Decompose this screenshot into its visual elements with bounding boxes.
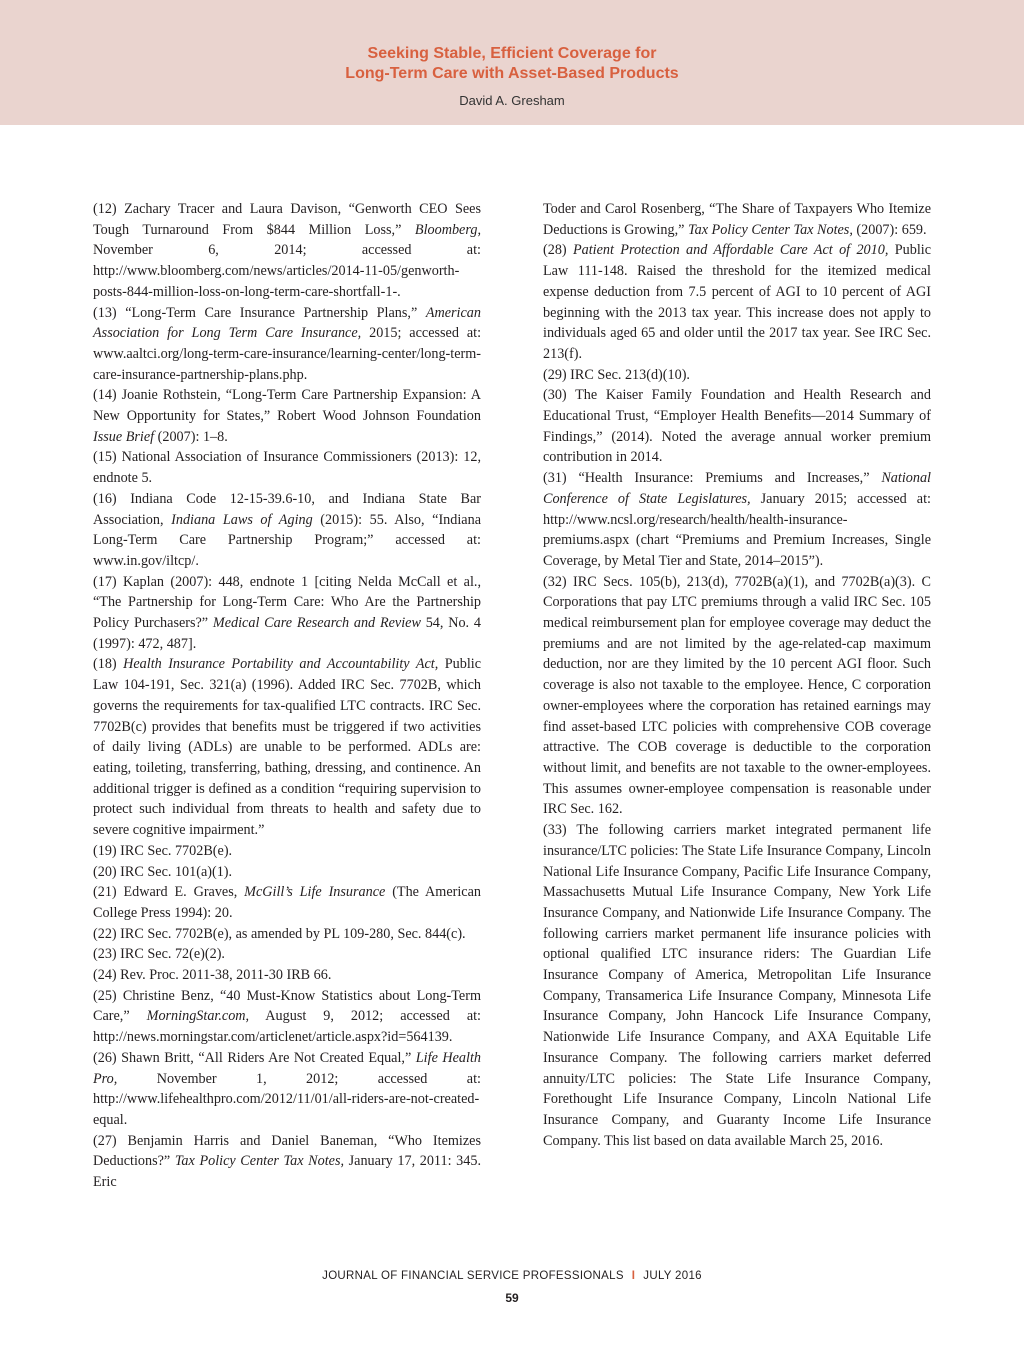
endnote-text: (30) The Kaiser Family Foundation and Health Research and Educational Trust, “Employer Health Benefits—2014 Summary of Findings,” (2014). Noted the average annual worker premium contribution in 2014. [543, 387, 931, 466]
endnote-text: (The American College Press 1994): 20. [93, 884, 481, 921]
endnote [543, 820, 931, 1151]
endnote-italic-text: McGill’s Life Insurance [244, 884, 386, 901]
endnote-text: (23) IRC Sec. 72(e)(2). [93, 946, 225, 963]
endnote-text: (25) Christine Benz, “40 Must-Know Statistics about Long-Term Care,” [93, 987, 481, 1025]
endnote-text: January 17, 2011: 345. Eric [93, 1153, 481, 1191]
endnote-text: (12) Zachary Tracer and Laura Davison, “Genworth CEO Sees Tough Turnaround From $844 Million Loss,” [93, 201, 481, 238]
endnote-text: November 1, 2012; accessed at: http://www.lifehealthpro.com/2012/11/01/all-riders-are-not-created-equal. [93, 1070, 481, 1128]
endnote-italic-text: Issue Brief [93, 428, 155, 445]
endnote [93, 654, 481, 840]
endnote [93, 862, 481, 883]
endnote-italic-text: Bloomberg, [414, 221, 481, 238]
endnote-text: November 6, 2014; accessed at: http://www.bloomberg.com/news/articles/2014-11-05/genworth-posts-844-million-loss-on-long-term-care-shortfall-1-. [93, 242, 481, 300]
endnote [93, 944, 481, 965]
endnote-italic-text: American Association for Long Term Care Insurance, [93, 304, 481, 342]
endnote-italic-text: National Conference of State Legislatures, [543, 470, 931, 507]
endnote [543, 240, 931, 364]
endnote-text: Public Law 104-191, Sec. 321(a) (1996). Added IRC Sec. 7702B, which governs the requirements for tax-qualified LTC contracts. IRC Sec. 7702B(c) provides that benefits must be triggered if two activities of daily living (ADLs) are unable to be performed. ADLs are: eating, toileting, transferring, bathing, dressing, and continence. An additional trigger is defined as a condition “requiring supervision to protect such individual from threats to health and safety due to severe cognitive impairment.” [93, 656, 482, 839]
endnote [543, 385, 931, 468]
endnote-text: (32) IRC Secs. 105(b), 213(d), 7702B(a)(1), and 7702B(a)(3). C Corporations that pay LTC premiums through a valid IRC Sec. 105 medical reimbursement plan for employee coverage may deduct the premiums and are not limited by the age-related-cap maximum deduction, nor are they limited by the 10 percent AGI floor. Such coverage is also not taxable to the employee. Hence, C corporation owner-employees where the corporation has retained earnings may find asset-based LTC policies with comprehensive COB coverage attractive. The COB coverage is deductible to the corporation without limit, and benefits are not taxable to the owner-employees. This assumes owner-employee compensation is reasonable under IRC Sec. 162. [543, 573, 931, 818]
endnote [93, 199, 481, 303]
endnote-text: (2007): 1–8. [154, 428, 228, 445]
endnote-text: 2015; accessed at: www.aaltci.org/long-term-care-insurance/learning-center/long-term-care-insurance-partnership-plans.php. [93, 325, 482, 383]
endnotes-left-column [93, 199, 481, 1193]
endnote [543, 468, 931, 572]
endnote-text: (22) IRC Sec. 7702B(e), as amended by PL 109-280, Sec. 844(c). [93, 925, 466, 942]
endnote-text: (17) Kaplan (2007): 448, endnote 1 [citing Nelda McCall et al., “The Partnership for Long-Term Care: Who Are the Partnership Policy Purchasers?” [93, 573, 481, 632]
endnote [93, 489, 481, 572]
endnote-italic-text: Tax Policy Center Tax Notes, [174, 1153, 345, 1170]
endnote-text: (31) “Health Insurance: Premiums and Increases,” [543, 470, 882, 487]
endnote-text: (24) Rev. Proc. 2011-38, 2011-30 IRB 66. [93, 967, 332, 984]
endnote-text: (20) IRC Sec. 101(a)(1). [93, 863, 233, 880]
endnote-italic-text: Medical Care Research and Review [212, 615, 421, 632]
endnote-text: (28) [543, 242, 573, 259]
endnote [543, 199, 931, 240]
article-title-line-1: Seeking Stable, Efficient Coverage for [367, 45, 657, 62]
endnote [93, 841, 481, 862]
article-title [0, 44, 1024, 84]
endnote-italic-text: Health Insurance Portability and Accountability Act, [123, 656, 439, 673]
endnote-text: (29) IRC Sec. 213(d)(10). [543, 366, 690, 383]
endnote-text: Public Law 111-148. Raised the threshold for the itemized medical expense deduction from 7.5 percent of AGI to 10 percent of AGI beginning with the 2013 tax year. This increase does not apply to individuals aged 65 and older until the 2017 tax year. See IRC Sec. 213(f). [543, 242, 931, 362]
journal-issue-date: JULY 2016 [643, 1270, 702, 1282]
endnote [93, 924, 481, 945]
endnote-text: 54, No. 4 (1997): 472, 487]. [93, 615, 481, 652]
page-number: 59 [505, 1291, 519, 1305]
endnote [93, 1048, 481, 1131]
endnote-text: August 9, 2012; accessed at: http://news.morningstar.com/articlenet/article.aspx?id=564139. [93, 1008, 481, 1046]
endnote [93, 882, 481, 923]
endnote-text: Toder and Carol Rosenberg, “The Share of Taxpayers Who Itemize Deductions is Growing,” [543, 201, 931, 238]
endnote-text: (21) Edward E. Graves, [93, 884, 245, 901]
endnote-text: (15) National Association of Insurance Commissioners (2013): 12, endnote 5. [93, 449, 481, 487]
endnote-text: (33) The following carriers market integrated permanent life insurance/LTC policies: The State Life Insurance Company, Lincoln National Life Insurance Company, Pacific Life Insurance Company, Massachusetts Mutual Life Insurance Company, New York Life Insurance Company, and Nationwide Life Insurance Company. The following carriers market permanent life insurance policies with optional qualified LTC insurance riders: The Guardian Life Insurance Company of America, Metropolitan Life Insurance Company, Transamerica Life Insurance Company, Minnesota Life Insurance Company, John Hancock Life Insurance Company, Nationwide Life Insurance Company, and AXA Equitable Life Insurance Company. The following carriers market deferred annuity/LTC policies: The State Life Insurance Company, Forethought Life Insurance Company, Lincoln National Life Insurance Company, and Guaranty Income Life Insurance Company. This list based on data available March 25, 2016. [543, 822, 931, 1149]
endnote-italic-text: Patient Protection and Affordable Care Act of 2010, [572, 242, 889, 259]
journal-footer [0, 1270, 1024, 1282]
endnote [543, 572, 931, 820]
endnote-text: (16) Indiana Code 12-15-39.6-10, and Indiana State Bar Association, [93, 490, 481, 528]
endnote [543, 365, 931, 386]
endnote-text: (14) Joanie Rothstein, “Long-Term Care Partnership Expansion: A New Opportunity for States,” Robert Wood Johnson Foundation [93, 387, 481, 425]
endnotes-right-column [543, 199, 931, 1151]
endnote [93, 303, 481, 386]
endnote [93, 1131, 481, 1193]
journal-name: JOURNAL OF FINANCIAL SERVICE PROFESSIONALS [322, 1270, 624, 1282]
endnote-text: (13) “Long-Term Care Insurance Partnership Plans,” [93, 304, 426, 321]
article-author: David A. Gresham [459, 93, 565, 108]
endnote-text: January 2015; accessed at: http://www.ncsl.org/research/health/health-insurance-premiums.aspx (chart “Premiums and Premium Increases, Single Coverage, by Metal Tier and State, 2014–2015”). [543, 490, 931, 569]
endnote [93, 572, 481, 655]
endnote-text: (27) Benjamin Harris and Daniel Baneman, “Who Itemizes Deductions?” [93, 1132, 481, 1170]
endnote-text: (2015): 55. Also, “Indiana Long-Term Care Partnership Program;” accessed at: www.in.gov/iltcp/. [93, 511, 481, 569]
endnote [93, 965, 481, 986]
endnote [93, 447, 481, 488]
endnote-italic-text: MorningStar.com, [146, 1008, 250, 1025]
endnote [93, 986, 481, 1048]
endnote-text: (2007): 659. [852, 221, 927, 238]
article-title-line-2: Long-Term Care with Asset-Based Products [345, 65, 679, 82]
endnote [93, 385, 481, 447]
endnote-italic-text: Tax Policy Center Tax Notes, [688, 221, 853, 238]
endnote-text: (26) Shawn Britt, “All Riders Are Not Created Equal,” [93, 1049, 416, 1066]
endnote-text: (18) [93, 656, 124, 673]
endnote-italic-text: Life Health Pro, [93, 1049, 482, 1087]
endnote-text: (19) IRC Sec. 7702B(e). [93, 842, 233, 859]
endnote-italic-text: Indiana Laws of Aging [171, 511, 313, 528]
footer-separator: I [631, 1270, 636, 1282]
